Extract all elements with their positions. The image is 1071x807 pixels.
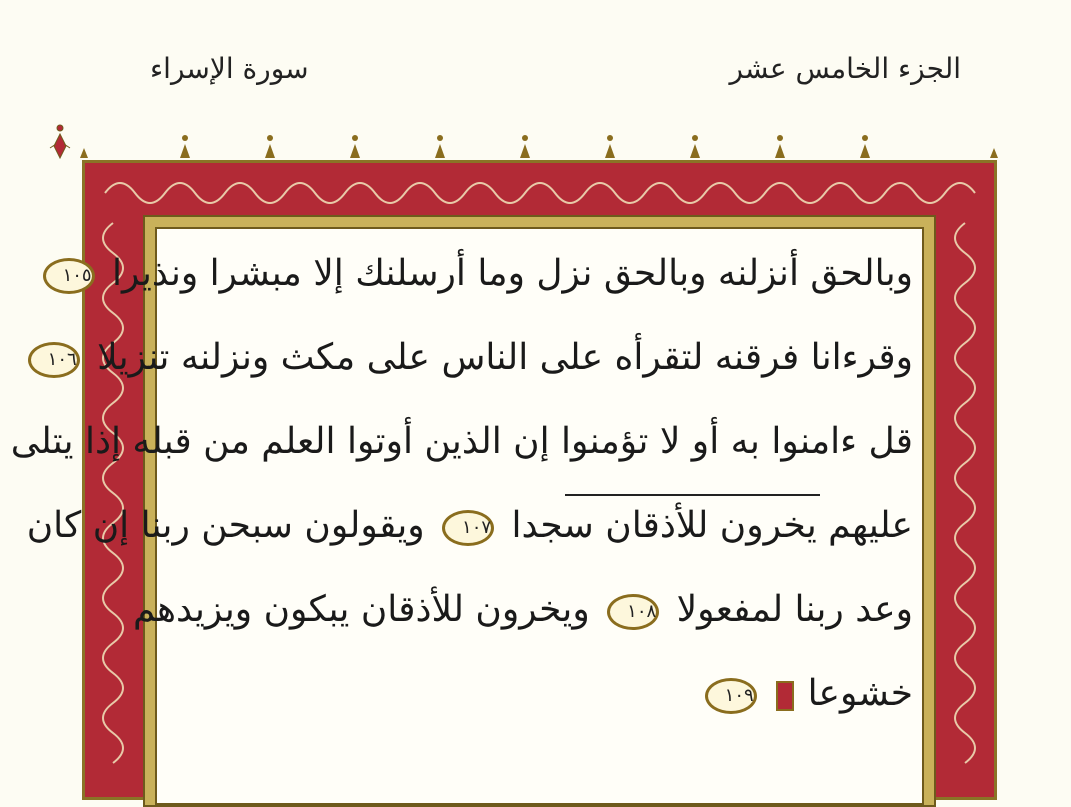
verse-text: خشوعا: [807, 673, 913, 714]
verse-line: [178, 652, 913, 736]
verse-text: قل ءامنوا به أو لا تؤمنوا إن الذين أوتوا العلم من قبله إذا يتلى: [10, 421, 913, 462]
verse-text: وبالحق أنزلنه وبالحق نزل وما أرسلنك إلا مبشرا ونذيرا: [112, 253, 913, 294]
verse-text: ويقولون سبحن ربنا إن كان: [26, 505, 425, 546]
ayah-number-marker: ١٠٩: [705, 678, 757, 714]
ayah-number-marker: ١٠٦: [28, 342, 80, 378]
juz-header: الجزء الخامس عشر: [729, 52, 961, 85]
ayah-number-marker: ١٠٨: [607, 594, 659, 630]
verse-line: [62, 232, 913, 316]
border-finials-ornament: [60, 118, 1020, 162]
verse-line: [26, 484, 913, 568]
surah-name-header: سورة الإسراء: [150, 52, 309, 85]
verses-block: [10, 232, 913, 736]
ayah-number-marker: ١٠٥: [43, 258, 95, 294]
verse-text: عليهم يخرون للأذقان سجدا: [511, 505, 913, 546]
verse-line: [10, 400, 913, 484]
verse-text: ويخرون للأذقان يبكون ويزيدهم: [133, 589, 590, 630]
sajdah-mark-icon: [776, 681, 794, 711]
ayah-number-marker: ١٠٧: [442, 510, 494, 546]
sajdah-overline: [565, 494, 820, 496]
verse-text: وقرءانا فرقنه لتقرأه على الناس على مكث ونزلنه تنزيلا: [97, 337, 913, 378]
verse-text: وعد ربنا لمفعولا: [676, 589, 913, 630]
verse-line: [47, 316, 913, 400]
verse-line: [133, 568, 913, 652]
